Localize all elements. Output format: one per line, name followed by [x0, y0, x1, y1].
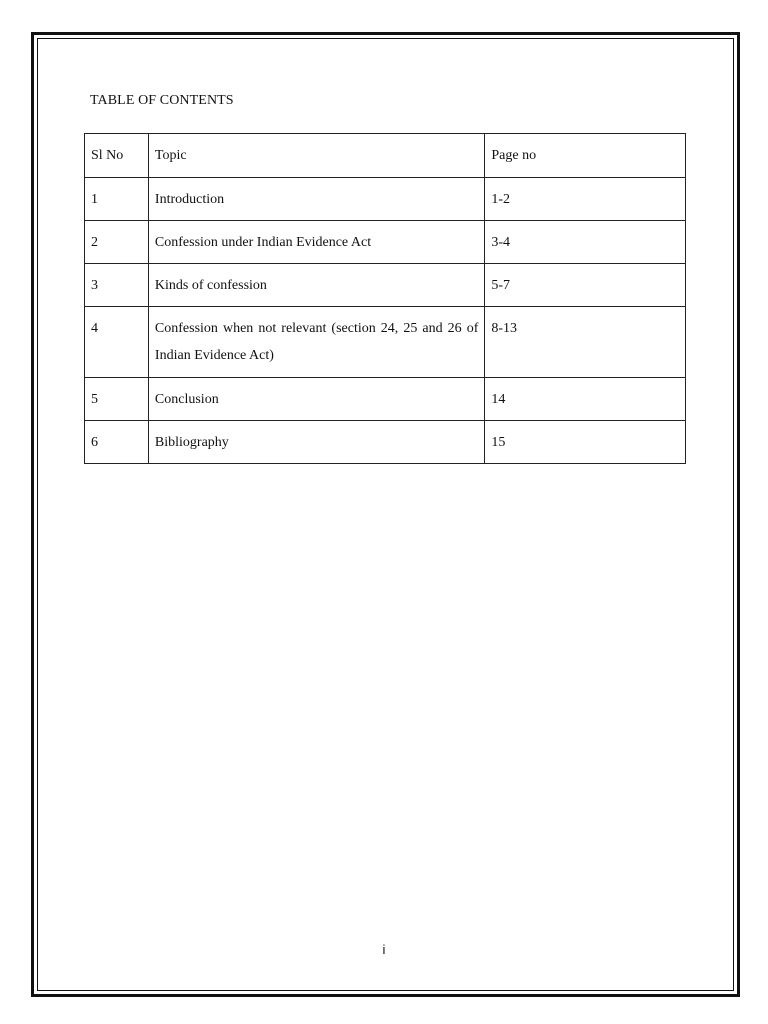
- column-header-topic: Topic: [148, 134, 484, 178]
- cell-sl-no: 6: [85, 421, 149, 464]
- cell-page-no: 14: [485, 378, 686, 421]
- cell-sl-no: 3: [85, 264, 149, 307]
- cell-sl-no: 2: [85, 221, 149, 264]
- cell-page-no: 5-7: [485, 264, 686, 307]
- cell-sl-no: 1: [85, 178, 149, 221]
- cell-topic: Bibliography: [148, 421, 484, 464]
- table-row: [85, 421, 686, 464]
- table-row: [85, 264, 686, 307]
- cell-page-no: 8-13: [485, 307, 686, 378]
- cell-topic: Conclusion: [148, 378, 484, 421]
- cell-topic: Kinds of confession: [148, 264, 484, 307]
- column-header-page-no: Page no: [485, 134, 686, 178]
- table-row: [85, 221, 686, 264]
- table-header-row: [85, 134, 686, 178]
- page-title: TABLE OF CONTENTS: [90, 93, 234, 108]
- page-number: i: [382, 942, 386, 957]
- cell-sl-no: 5: [85, 378, 149, 421]
- table-row: [85, 178, 686, 221]
- cell-page-no: 3-4: [485, 221, 686, 264]
- cell-page-no: 15: [485, 421, 686, 464]
- cell-topic: Confession under Indian Evidence Act: [148, 221, 484, 264]
- table-row: [85, 378, 686, 421]
- cell-topic: Introduction: [148, 178, 484, 221]
- toc-table: [84, 133, 686, 464]
- cell-topic: Confession when not relevant (section 24, 25 and 26 of Indian Evidence Act): [148, 307, 484, 378]
- table-row: [85, 307, 686, 378]
- column-header-sl-no: Sl No: [85, 134, 149, 178]
- cell-page-no: 1-2: [485, 178, 686, 221]
- cell-sl-no: 4: [85, 307, 149, 378]
